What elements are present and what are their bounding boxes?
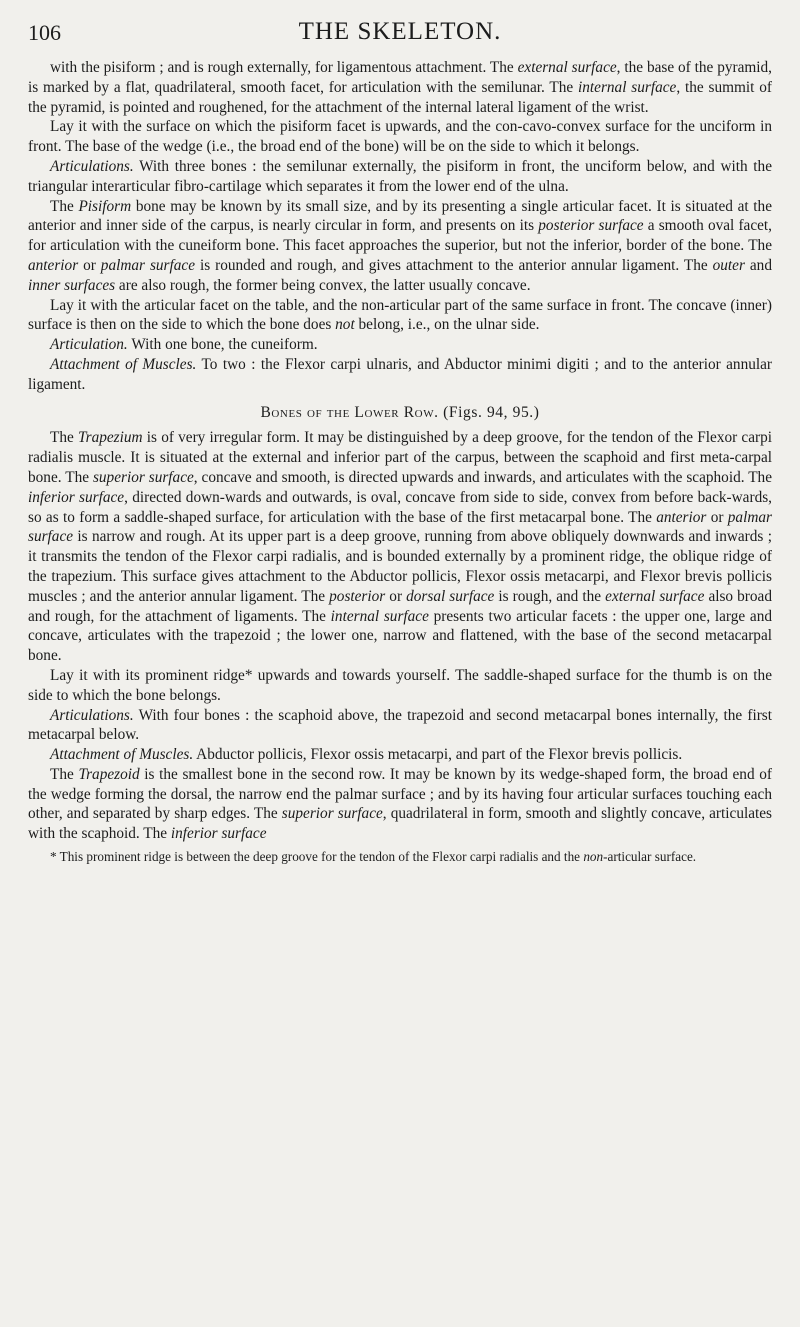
italic-term: external surface	[605, 587, 705, 605]
running-head: THE SKELETON.	[298, 18, 502, 45]
text-run: Bones of the Lower Row.	[260, 403, 439, 421]
paragraph	[28, 117, 772, 157]
italic-term: superior surface	[92, 468, 194, 486]
text-run: and	[744, 256, 772, 274]
text-run: also broad and rough, for the attachment of ligaments. The	[28, 587, 772, 625]
text-run: is narrow and rough. At its upper part is a deep groove, running from above obliquely downwards and inwards ; it transmits the tendon of the Flexor carpi radialis, and is bounded externally by a prominent ridge, the oblique ridge of the trapezium. This surface gives attachment to the Abductor pollicis, Flexor ossis metacarpi, and Flexor brevis pollicis muscles ; and the anterior annular ligament. The	[28, 528, 772, 605]
footnote	[28, 848, 772, 865]
text-run: -articular surface.	[603, 849, 697, 865]
text-run: or	[78, 256, 101, 274]
text-run: presents two articular facets : the upper one, large and concave, articulates with the trapezoid ; the lower one, narrow and flattened, with the base of the second metacarpal bone.	[28, 607, 773, 665]
italic-term: Attachment of Muscles.	[50, 746, 194, 764]
text-run: With one bone, the cuneiform.	[127, 336, 318, 354]
text-run: a smooth oval facet, for articulation with the cuneiform bone. This facet approaches the superior, but not the inferior, border of the bone. The	[28, 217, 772, 255]
text-run: is rounded and rough, and gives attachment to the anterior annular ligament. The	[194, 256, 713, 274]
text-run: belong, i.e., on the ulnar side.	[354, 316, 540, 334]
page-header	[28, 18, 772, 58]
body-text	[28, 58, 772, 844]
italic-term: Attachment of Muscles.	[50, 355, 197, 373]
text-run: , quadrilateral in form, smooth and slightly concave, articulates with the scaphoid. The	[28, 805, 772, 843]
paragraph	[28, 157, 772, 197]
paragraph	[28, 428, 772, 666]
text-run: is of very irregular form. It may be distinguished by a deep groove, for the tendon of the Flexor carpi radialis muscle. It is situated at the external and inferior part of the carpus, between the scaphoid and first meta-carpal bone. The	[28, 429, 772, 486]
italic-term: dorsal surface	[406, 587, 495, 605]
italic-term: Trapezium	[77, 429, 143, 447]
italic-term: palmar surface	[28, 508, 772, 546]
page-number: 106	[28, 20, 61, 45]
italic-term: external surface	[517, 59, 617, 76]
italic-term: internal surface	[330, 607, 429, 625]
text-run: bone may be known by its small size, and by its presenting a single articular facet. It is situated at the anterior and inner side of the carpus, is nearly circular in form, and presents on its	[28, 197, 772, 235]
italic-term: palmar surface	[100, 256, 195, 274]
italic-term: Articulations.	[50, 706, 134, 724]
text-run: , directed down-wards and outwards, is oval, concave from side to side, convex from before back-wards, so as to form a saddle-shaped surface, for articulation with the base of the first metacarpal bone. The	[28, 488, 772, 526]
text-run: (Figs. 94, 95.)	[438, 403, 540, 421]
text-run: with the pisiform ; and is rough externally, for ligamentous attachment. The	[50, 59, 518, 76]
text-run: or	[385, 587, 407, 605]
italic-term: anterior	[28, 256, 79, 274]
text-run: The	[50, 429, 78, 447]
text-run: Lay it with its prominent ridge* upwards and towards yourself. The saddle-shaped surface for the thumb is on the side to which the bone belongs.	[28, 666, 772, 704]
italic-term: anterior	[656, 508, 707, 526]
footnote-text	[28, 848, 772, 865]
text-run: is the smallest bone in the second row. It may be known by its wedge-shaped form, the broad end of the wedge forming the dorsal, the narrow end the palmar surface ; and by its having four articular surfaces touching each other, and separated by sharp edges. The	[28, 765, 772, 823]
paragraph	[28, 745, 772, 765]
text-run: The	[50, 765, 79, 783]
text-run: is rough, and the	[494, 587, 606, 605]
text-run: , concave and smooth, is directed upwards and inwards, and articulates with the scaphoid. The	[193, 468, 772, 486]
text-run: With three bones : the semilunar externally, the pisiform in front, the unciform below, and with the triangular interarticular fibro-cartilage which separates it from the lower end of the ulna.	[28, 157, 772, 195]
italic-term: Pisiform	[78, 197, 132, 215]
text-run: or	[706, 508, 728, 526]
text-run: are also rough, the former being convex, the latter usually concave.	[115, 276, 531, 294]
italic-term: non	[583, 849, 604, 865]
text-run: The	[50, 197, 79, 215]
italic-term: inferior surface	[170, 825, 267, 843]
text-run: Lay it with the surface on which the pisiform facet is upwards, and the con-cavo-convex surface for the unciform in front. The base of the wedge (i.e., the broad end of the bone) will be on the side to which it belongs.	[28, 118, 772, 156]
paragraph	[28, 765, 772, 844]
italic-term: not	[335, 316, 355, 334]
paragraph	[28, 666, 772, 706]
paragraph	[28, 296, 772, 336]
paragraph	[28, 58, 772, 117]
italic-term: Articulation.	[50, 336, 128, 354]
italic-term: inner surfaces	[28, 276, 116, 294]
italic-term: posterior surface	[538, 217, 644, 235]
italic-term: superior surface	[281, 805, 383, 823]
paragraph	[28, 706, 772, 746]
italic-term: internal surface	[578, 78, 677, 96]
italic-term: Trapezoid	[78, 765, 140, 783]
text-run: Abductor pollicis, Flexor ossis metacarpi, and part of the Flexor brevis pollicis.	[193, 746, 683, 764]
text-run: , the base of the pyramid, is marked by a flat, quadrilateral, smooth facet, for articulation with the semilunar. The	[28, 59, 773, 96]
paragraph	[28, 355, 772, 395]
text-run: , the summit of the pyramid, is pointed and roughened, for the attachment of the internal lateral ligament of the wrist.	[28, 78, 772, 116]
text-run: * This prominent ridge is between the deep groove for the tendon of the Flexor carpi radialis and the	[50, 849, 584, 865]
paragraph	[28, 197, 772, 296]
italic-term: outer	[712, 256, 745, 274]
italic-term: Articulations.	[50, 157, 134, 175]
italic-term: inferior surface	[28, 488, 125, 506]
paragraph	[28, 335, 772, 355]
italic-term: posterior	[329, 587, 386, 605]
text-run: With four bones : the scaphoid above, the trapezoid and second metacarpal bones internally, the first metacarpal below.	[28, 706, 772, 744]
text-run: To two : the Flexor carpi ulnaris, and Abductor minimi digiti ; and to the anterior annular ligament.	[28, 355, 772, 393]
section-heading	[28, 403, 772, 423]
text-run: Lay it with the articular facet on the table, and the non-articular part of the same surface in front. The concave (inner) surface is then on the side to which the bone does	[28, 296, 772, 334]
